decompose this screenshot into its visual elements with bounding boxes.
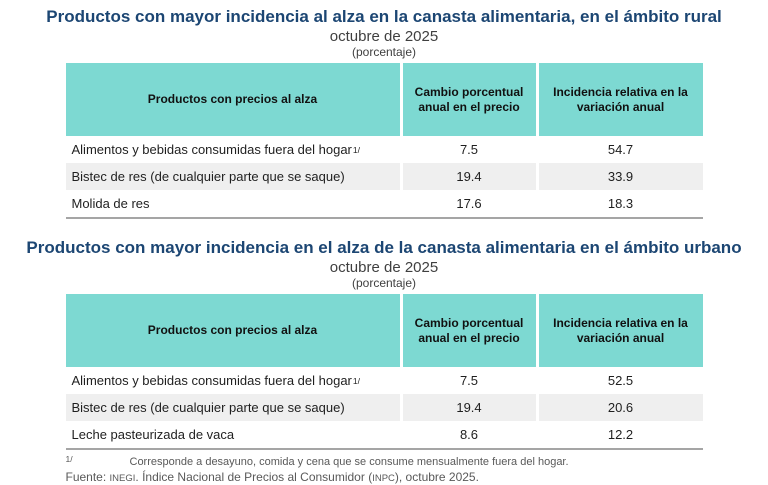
footnote-marker: 1/ (65, 454, 73, 464)
product-label: Alimentos y bebidas consumidas fuera del hogar (71, 142, 352, 157)
table-unit-rural: (porcentaje) (351, 45, 417, 59)
product-label: Molida de res (71, 196, 150, 211)
table-subtitle-urban: octubre de 2025 (329, 259, 439, 276)
table-row (66, 421, 703, 448)
source-middle: . Índice Nacional de Precios al Consumidor ( (135, 470, 373, 484)
source-suffix: ), octubre 2025. (394, 470, 479, 484)
source-prefix: Fuente: (65, 470, 110, 484)
column-header-cambio: Cambio porcentual anual en el precio (403, 63, 536, 136)
table-row (66, 367, 703, 394)
source-org: INEGI (109, 473, 136, 484)
cambio-cell: 7.5 (459, 142, 479, 157)
incidencia-cell: 18.3 (607, 196, 634, 211)
cambio-cell: 8.6 (459, 427, 479, 442)
table-subtitle-rural: octubre de 2025 (329, 28, 439, 45)
product-cell (66, 190, 400, 217)
incidencia-cell: 52.5 (607, 373, 634, 388)
table-unit-urban: (porcentaje) (351, 276, 417, 290)
product-label: Leche pasteurizada de vaca (71, 427, 235, 442)
data-table-rural (66, 63, 703, 219)
section-rural (0, 7, 768, 219)
table-row (66, 190, 703, 217)
product-label: Alimentos y bebidas consumidas fuera del hogar (71, 373, 352, 388)
source-line (66, 470, 703, 485)
column-header-products: Productos con precios al alza (66, 63, 400, 136)
table-title-urban: Productos con mayor incidencia en el alza de la canasta alimentaria en el ámbito urbano (26, 238, 742, 257)
cambio-cell: 17.6 (456, 196, 482, 211)
data-table-urban (66, 294, 703, 450)
product-cell: Alimentos y bebidas consumidas fuera del hogar 1/ (71, 373, 360, 388)
column-header-incidencia: Incidencia relativa en la variación anual (539, 294, 703, 367)
table-header-row (66, 63, 703, 136)
product-label: Bistec de res (de cualquier parte que se saque) (71, 400, 345, 415)
source-acronym: INPC (372, 473, 395, 484)
incidencia-cell: 12.2 (607, 427, 634, 442)
product-cell (66, 163, 400, 190)
table-row (66, 394, 703, 421)
incidencia-cell: 33.9 (539, 163, 703, 190)
column-header-products: Productos con precios al alza (66, 294, 400, 367)
incidencia-cell: 20.6 (539, 394, 703, 421)
column-header-cambio: Cambio porcentual anual en el precio (403, 294, 536, 367)
column-header-incidencia: Incidencia relativa en la variación anual (539, 63, 703, 136)
section-urban (0, 238, 768, 450)
product-label: Bistec de res (de cualquier parte que se saque) (71, 169, 345, 184)
notes-block (66, 453, 703, 485)
product-cell: Alimentos y bebidas consumidas fuera del hogar 1/ (71, 142, 360, 157)
cambio-cell: 19.4 (403, 163, 536, 190)
cambio-cell: 19.4 (403, 394, 536, 421)
product-cell (66, 421, 400, 448)
footnote (66, 453, 703, 469)
cambio-cell: 7.5 (459, 373, 479, 388)
table-row (66, 136, 703, 163)
product-cell (66, 394, 400, 421)
table-row (66, 163, 703, 190)
table-title-rural: Productos con mayor incidencia al alza en la canasta alimentaria, en el ámbito rural (46, 7, 722, 26)
incidencia-cell: 54.7 (607, 142, 634, 157)
footnote-text: Corresponde a desayuno, comida y cena que se consume mensualmente fuera del hogar. (129, 456, 569, 468)
table-header-row (66, 294, 703, 367)
